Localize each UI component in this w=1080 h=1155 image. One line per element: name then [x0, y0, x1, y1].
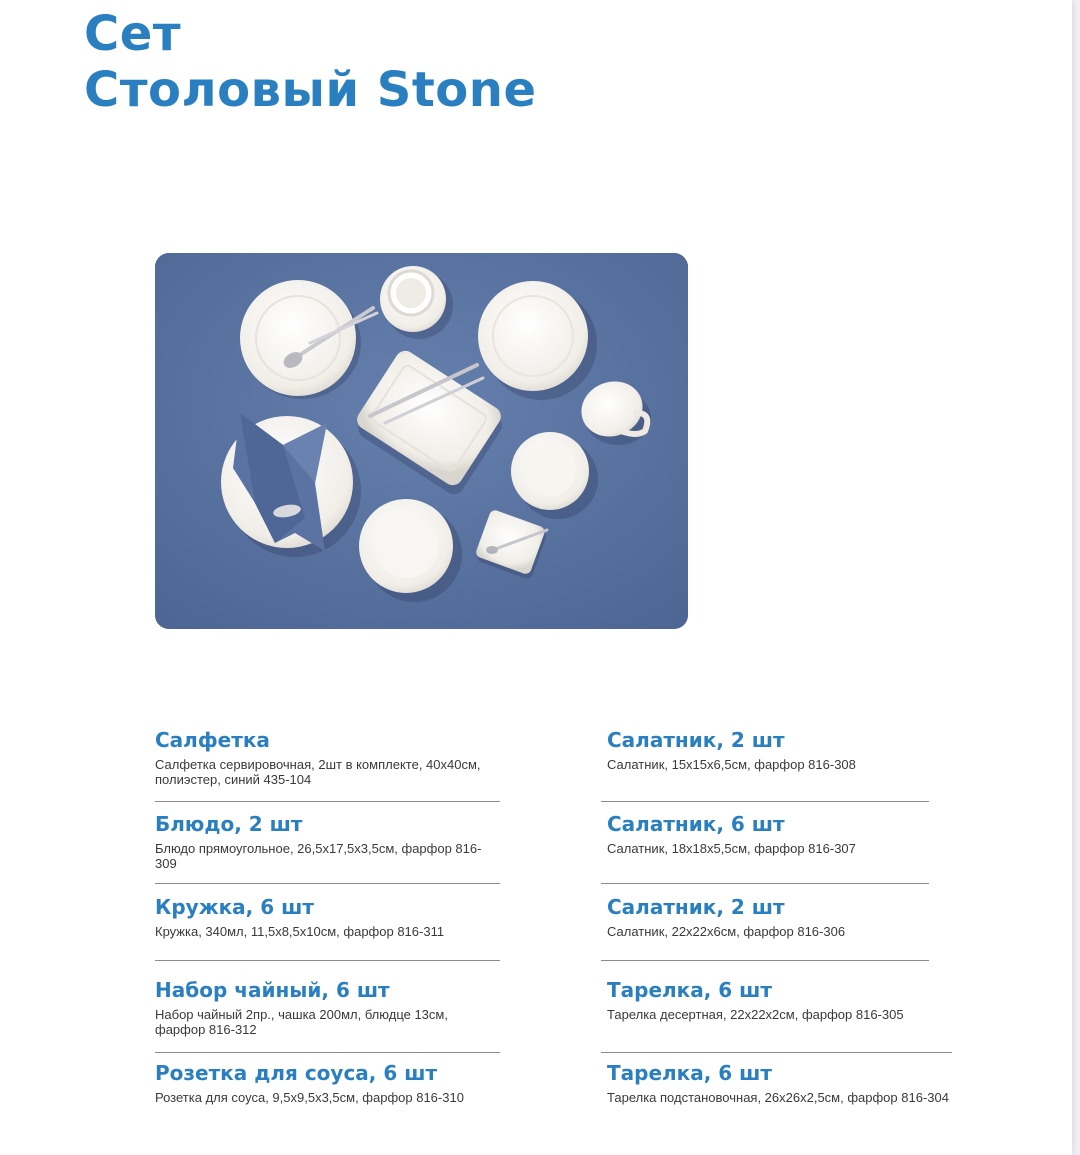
item-description: Салатник, 18х18х5,5см, фарфор 816-307 [607, 841, 856, 856]
divider [155, 1052, 500, 1053]
item-description: Кружка, 340мл, 11,5х8,5х10см, фарфор 816-311 [155, 924, 445, 939]
divider [601, 960, 929, 961]
item-title: Салатник, 2 шт [607, 895, 785, 919]
item-title: Тарелка, 6 шт [607, 1061, 773, 1085]
item-title: Блюдо, 2 шт [155, 812, 303, 836]
item-title: Салфетка [155, 728, 270, 752]
divider [155, 801, 500, 802]
divider [601, 883, 929, 884]
item-salad-bowl-medium [607, 812, 957, 856]
divider [601, 1052, 952, 1053]
item-description: Набор чайный 2пр., чашка 200мл, блюдце 13см, фарфор 816-312 [155, 1007, 448, 1037]
title-line-1: Сет [84, 6, 182, 62]
item-description: Салатник, 22х22х6см, фарфор 816-306 [607, 924, 846, 939]
item-description: Розетка для соуса, 9,5х9,5х3,5см, фарфор 816-310 [155, 1090, 464, 1105]
item-salad-bowl-large [607, 895, 957, 939]
item-napkin [155, 728, 500, 787]
item-description: Салфетка сервировочная, 2шт в комплекте, 40х40см, полиэстер, синий 435-104 [155, 757, 481, 787]
item-title: Тарелка, 6 шт [607, 978, 773, 1002]
divider [601, 801, 929, 802]
item-sauce-dish [155, 1061, 500, 1105]
divider [155, 960, 500, 961]
divider [155, 883, 500, 884]
item-title: Салатник, 6 шт [607, 812, 785, 836]
item-title: Кружка, 6 шт [155, 895, 314, 919]
item-mug [155, 895, 500, 939]
item-dessert-plate [607, 978, 957, 1022]
item-title: Салатник, 2 шт [607, 728, 785, 752]
tableware-set-photo [155, 253, 688, 629]
item-description: Тарелка десертная, 22х22х2см, фарфор 816-305 [607, 1007, 904, 1022]
item-description: Блюдо прямоугольное, 26,5х17,5х3,5см, фарфор 816-309 [155, 841, 482, 871]
item-description: Салатник, 15х15х6,5см, фарфор 816-308 [607, 757, 856, 772]
item-platter [155, 812, 500, 871]
item-title: Розетка для соуса, 6 шт [155, 1061, 438, 1085]
page-title [84, 6, 537, 118]
item-title: Набор чайный, 6 шт [155, 978, 390, 1002]
item-salad-bowl-small [607, 728, 957, 772]
item-description: Тарелка подстановочная, 26х26х2,5см, фарфор 816-304 [607, 1090, 949, 1105]
item-charger-plate [607, 1061, 967, 1105]
item-tea-set [155, 978, 500, 1037]
title-line-2: Столовый Stone [84, 62, 537, 118]
